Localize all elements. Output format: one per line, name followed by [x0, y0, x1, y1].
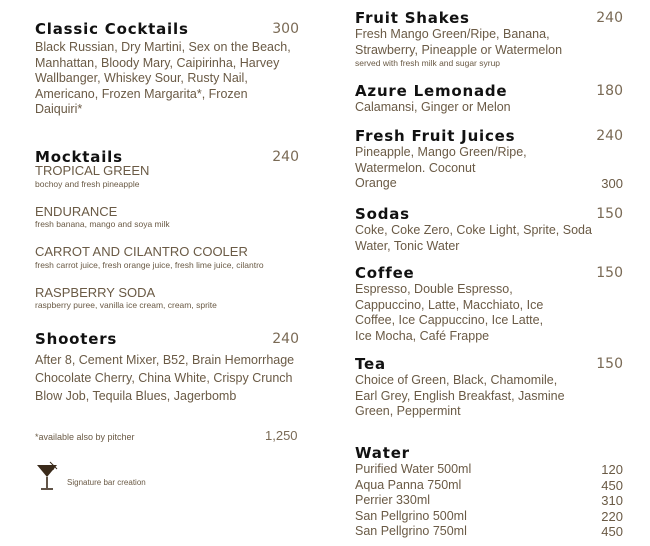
- section-fruit-shakes: [355, 9, 625, 69]
- water-row: [355, 524, 625, 540]
- section-title: Classic Cocktails: [35, 20, 189, 38]
- item-price: 300: [601, 176, 623, 191]
- section-sodas: [355, 205, 625, 254]
- section-header: [35, 20, 305, 38]
- section-title: Fresh Fruit Juices: [355, 127, 516, 145]
- section-title: Coffee: [355, 264, 415, 282]
- section-description: Black Russian, Dry Martini, Sex on the Beach, Manhattan, Bloody Mary, Caipirinha, Harvey Wallbanger, Whiskey Sour, Rusty Nail, Americano, Frozen Margarita*, Frozen Daiquiri*: [35, 40, 291, 116]
- item-description: bochoy and fresh pineapple: [35, 178, 140, 189]
- mocktail-item: [35, 163, 305, 190]
- water-row: [355, 493, 625, 509]
- item-name: Perrier 330ml: [355, 493, 431, 507]
- section-classic-cocktails: [35, 20, 305, 118]
- section-header: [35, 148, 305, 166]
- pitcher-price: 1,250: [265, 428, 298, 443]
- item-name: San Pellgrino 500ml: [355, 508, 467, 523]
- item-price: 310: [601, 493, 623, 508]
- section-mocktails: [35, 148, 305, 311]
- section-header: [35, 330, 305, 348]
- section-description: After 8, Cement Mixer, B52, Brain Hemorrhage Chocolate Cherry, China White, Crispy Crunch Blow Job, Tequila Blues, Jagerbomb: [35, 353, 295, 403]
- section-price: 150: [596, 265, 623, 281]
- section-header: [355, 355, 625, 373]
- section-title: Shooters: [35, 330, 118, 348]
- item-price: 450: [601, 524, 623, 539]
- item-price: 450: [601, 477, 623, 493]
- pitcher-note: *available also by pitcher: [35, 432, 135, 442]
- section-price: 240: [596, 10, 623, 26]
- section-coffee: [355, 264, 625, 344]
- section-fresh-fruit-juices: [355, 127, 625, 192]
- section-description: Calamansi, Ginger or Melon: [355, 100, 511, 114]
- item-description: raspberry puree, vanilla ice cream, cream, sprite: [35, 300, 217, 310]
- item-price: 220: [601, 508, 623, 524]
- section-description: Coke, Coke Zero, Coke Light, Sprite, Soda Water, Tonic Water: [355, 223, 592, 253]
- section-title: Mocktails: [35, 148, 123, 166]
- item-name: Purified Water 500ml: [355, 462, 472, 476]
- section-header: [355, 444, 625, 462]
- item-name: TROPICAL GREEN: [35, 163, 150, 178]
- section-description: Fresh Mango Green/Ripe, Banana, Strawberry, Pineapple or Watermelon: [355, 27, 563, 57]
- section-title: Sodas: [355, 205, 410, 223]
- water-row: [355, 509, 625, 525]
- item-name: Aqua Panna 750ml: [355, 477, 462, 492]
- section-header: [355, 9, 625, 27]
- cocktail-glass-icon: [35, 460, 59, 492]
- signature-note: Signature bar creation: [67, 478, 146, 487]
- section-tea: [355, 355, 625, 420]
- section-description: Choice of Green, Black, Chamomile, Earl Grey, English Breakfast, Jasmine Green, Peppermint: [355, 373, 565, 418]
- section-price: 150: [596, 206, 623, 222]
- item-description: fresh carrot juice, fresh orange juice, fresh lime juice, cilantro: [35, 259, 264, 270]
- item-name: San Pellgrino 750ml: [355, 524, 467, 538]
- item-name: Orange: [355, 176, 397, 190]
- section-header: [355, 264, 625, 282]
- mocktail-item: [35, 285, 305, 312]
- section-title: Tea: [355, 355, 386, 373]
- section-description: Espresso, Double Espresso, Cappuccino, Latte, Macchiato, Ice Coffee, Ice Cappuccino, Ice Latte, Ice Mocha, Café Frappe: [355, 282, 544, 343]
- section-header: [355, 82, 625, 100]
- section-description: Pineapple, Mango Green/Ripe, Watermelon. Coconut: [355, 145, 527, 175]
- item-name: RASPBERRY SODA: [35, 284, 156, 300]
- section-price: 300: [272, 21, 299, 37]
- section-header: [355, 205, 625, 223]
- item-price: 120: [601, 462, 623, 477]
- section-price: 240: [272, 149, 299, 165]
- item-name: ENDURANCE: [35, 203, 118, 219]
- section-shooters: [35, 330, 305, 405]
- section-title: Azure Lemonade: [355, 82, 508, 100]
- section-price: 150: [596, 356, 623, 372]
- section-header: [355, 127, 625, 145]
- water-row: [355, 462, 625, 478]
- section-price: 240: [596, 128, 623, 144]
- juice-orange-row: [355, 176, 625, 192]
- section-azure-lemonade: [355, 82, 625, 116]
- section-title: Water: [355, 444, 410, 462]
- section-price: 180: [596, 83, 623, 99]
- section-water: [355, 444, 625, 540]
- item-name: CARROT AND CILANTRO COOLER: [35, 244, 248, 259]
- section-note: served with fresh milk and sugar syrup: [355, 58, 501, 68]
- section-title: Fruit Shakes: [355, 9, 470, 27]
- water-row: [355, 478, 625, 494]
- section-price: 240: [272, 331, 299, 347]
- mocktail-item: [35, 204, 305, 231]
- item-description: fresh banana, mango and soya milk: [35, 219, 170, 229]
- mocktail-item: [35, 244, 305, 271]
